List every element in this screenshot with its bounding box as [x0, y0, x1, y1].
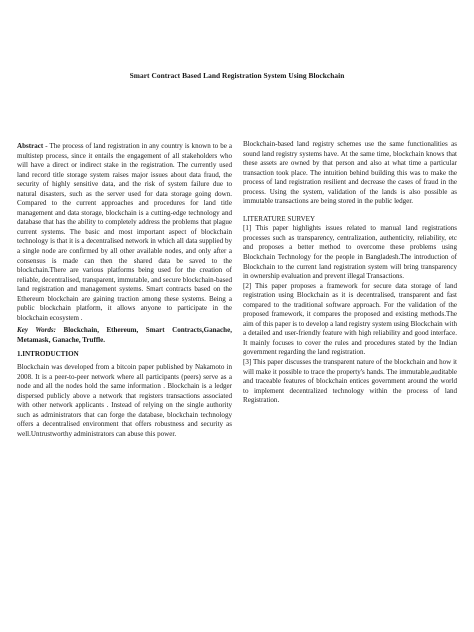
right-intro-text: Blockchain-based land registry schemes use the same functionalities as sound land registry systems have. At the same time, blockchain knows that these assets are owned by that person and also at what time a particular transaction took place. The intuition behind building this was to make the process of land registration resilient and decrease the cases of fraud in the process. Using the system, validation of the lands is also possible as immutable transactions are being stored in the public ledger. — [243, 140, 457, 206]
literature-survey-heading: LITERATURE SURVEY — [243, 214, 316, 223]
right-column — [243, 140, 457, 406]
left-column — [17, 142, 232, 439]
introduction-heading: 1.INTRODUCTION — [17, 350, 79, 359]
keywords-paragraph — [17, 326, 232, 345]
abstract-label: Abstract — [17, 142, 44, 150]
literature-item-2: [2] This paper proposes a framework for secure data storage of land registration using Blockchain as it is decentralised, transparent and fast compared to the traditional software approach. For the validation of the proposed framework, it compares the proposed and existing methods.The aim of this paper is to develop a land registry system using Blockchain with a detailed and user-friendly feature with high reliability and good interface. It mainly focuses to cover the rules and procedures stated by the Indian government regarding the land registration. — [243, 281, 457, 357]
literature-item-1: [1] This paper highlights issues related to manual land registrations processes such as transparency, centralization, authenticity, reliability, etc and proposes a better method to overcome these problems using Blockchain Technology for the people in Bangladesh.The introduction of Blockchain to the current land registration system will bring transparency in ownership evaluation and prevent illegal Transactions. — [243, 224, 457, 281]
keywords-label: Key Words: — [17, 326, 56, 335]
introduction-text: Blockchain was developed from a bitcoin paper published by Nakamoto in 2008. It is a peer-to-peer network where all participants (peers) serve as a node and all the nodes hold the same information . Blockchain is a ledger dispersed publicly above a network that registers transactions associated with other network applicants . Instead of relying on the single authority such as administrators that can forge the database, blockchain technology offers a decentralised environment that offers robustness and security as well.Untrustworthy administrators can abuse this power. — [17, 363, 232, 438]
keywords-text: Blockchain, Ethereum, Smart Contracts,Ganache, Metamask, Ganache, Truffle. — [17, 326, 232, 344]
paper-title: Smart Contract Based Land Registration System Using Blockchain — [129, 71, 345, 80]
abstract-text: - The process of land registration in any country is known to be a multistep process, since it entails the engagement of all stakeholders who will have a direct or indirect stake in the registration. The currently used land record title storage system raises major issues about data fraud, the security of highly sensitive data, and the risk of system failure due to natural disasters, such as the server used for data storage going down. Compared to the current approaches and procedures for land title management and data storage, blockchain is a cutting-edge technology and database that has the ability to completely address the problems that plague current systems. The basic and most important aspect of blockchain technology is that it is a decentralised network in which all data supplied by a single node are confirmed by all other available nodes, and only after a consensus is made can then the shared data be saved to the blockchain.There are various platforms being used for the creation of reliable, decentralised, transparent, immutable, and secure blockchain-based land registration and management systems. Smart contracts based on the Ethereum blockchain are gaining traction among these systems. Being a public blockchain platform, it allows anyone to participate in the blockchain ecosystem . — [17, 142, 232, 322]
literature-item-3: [3] This paper discusses the transparent nature of the blockchain and how it will make it possible to trace the property's hands. The immutable,auditable and traceable features of blockchain entices government around the world to implement decentralized technology within the process of land Registration. — [243, 358, 457, 405]
abstract-paragraph — [17, 142, 232, 323]
